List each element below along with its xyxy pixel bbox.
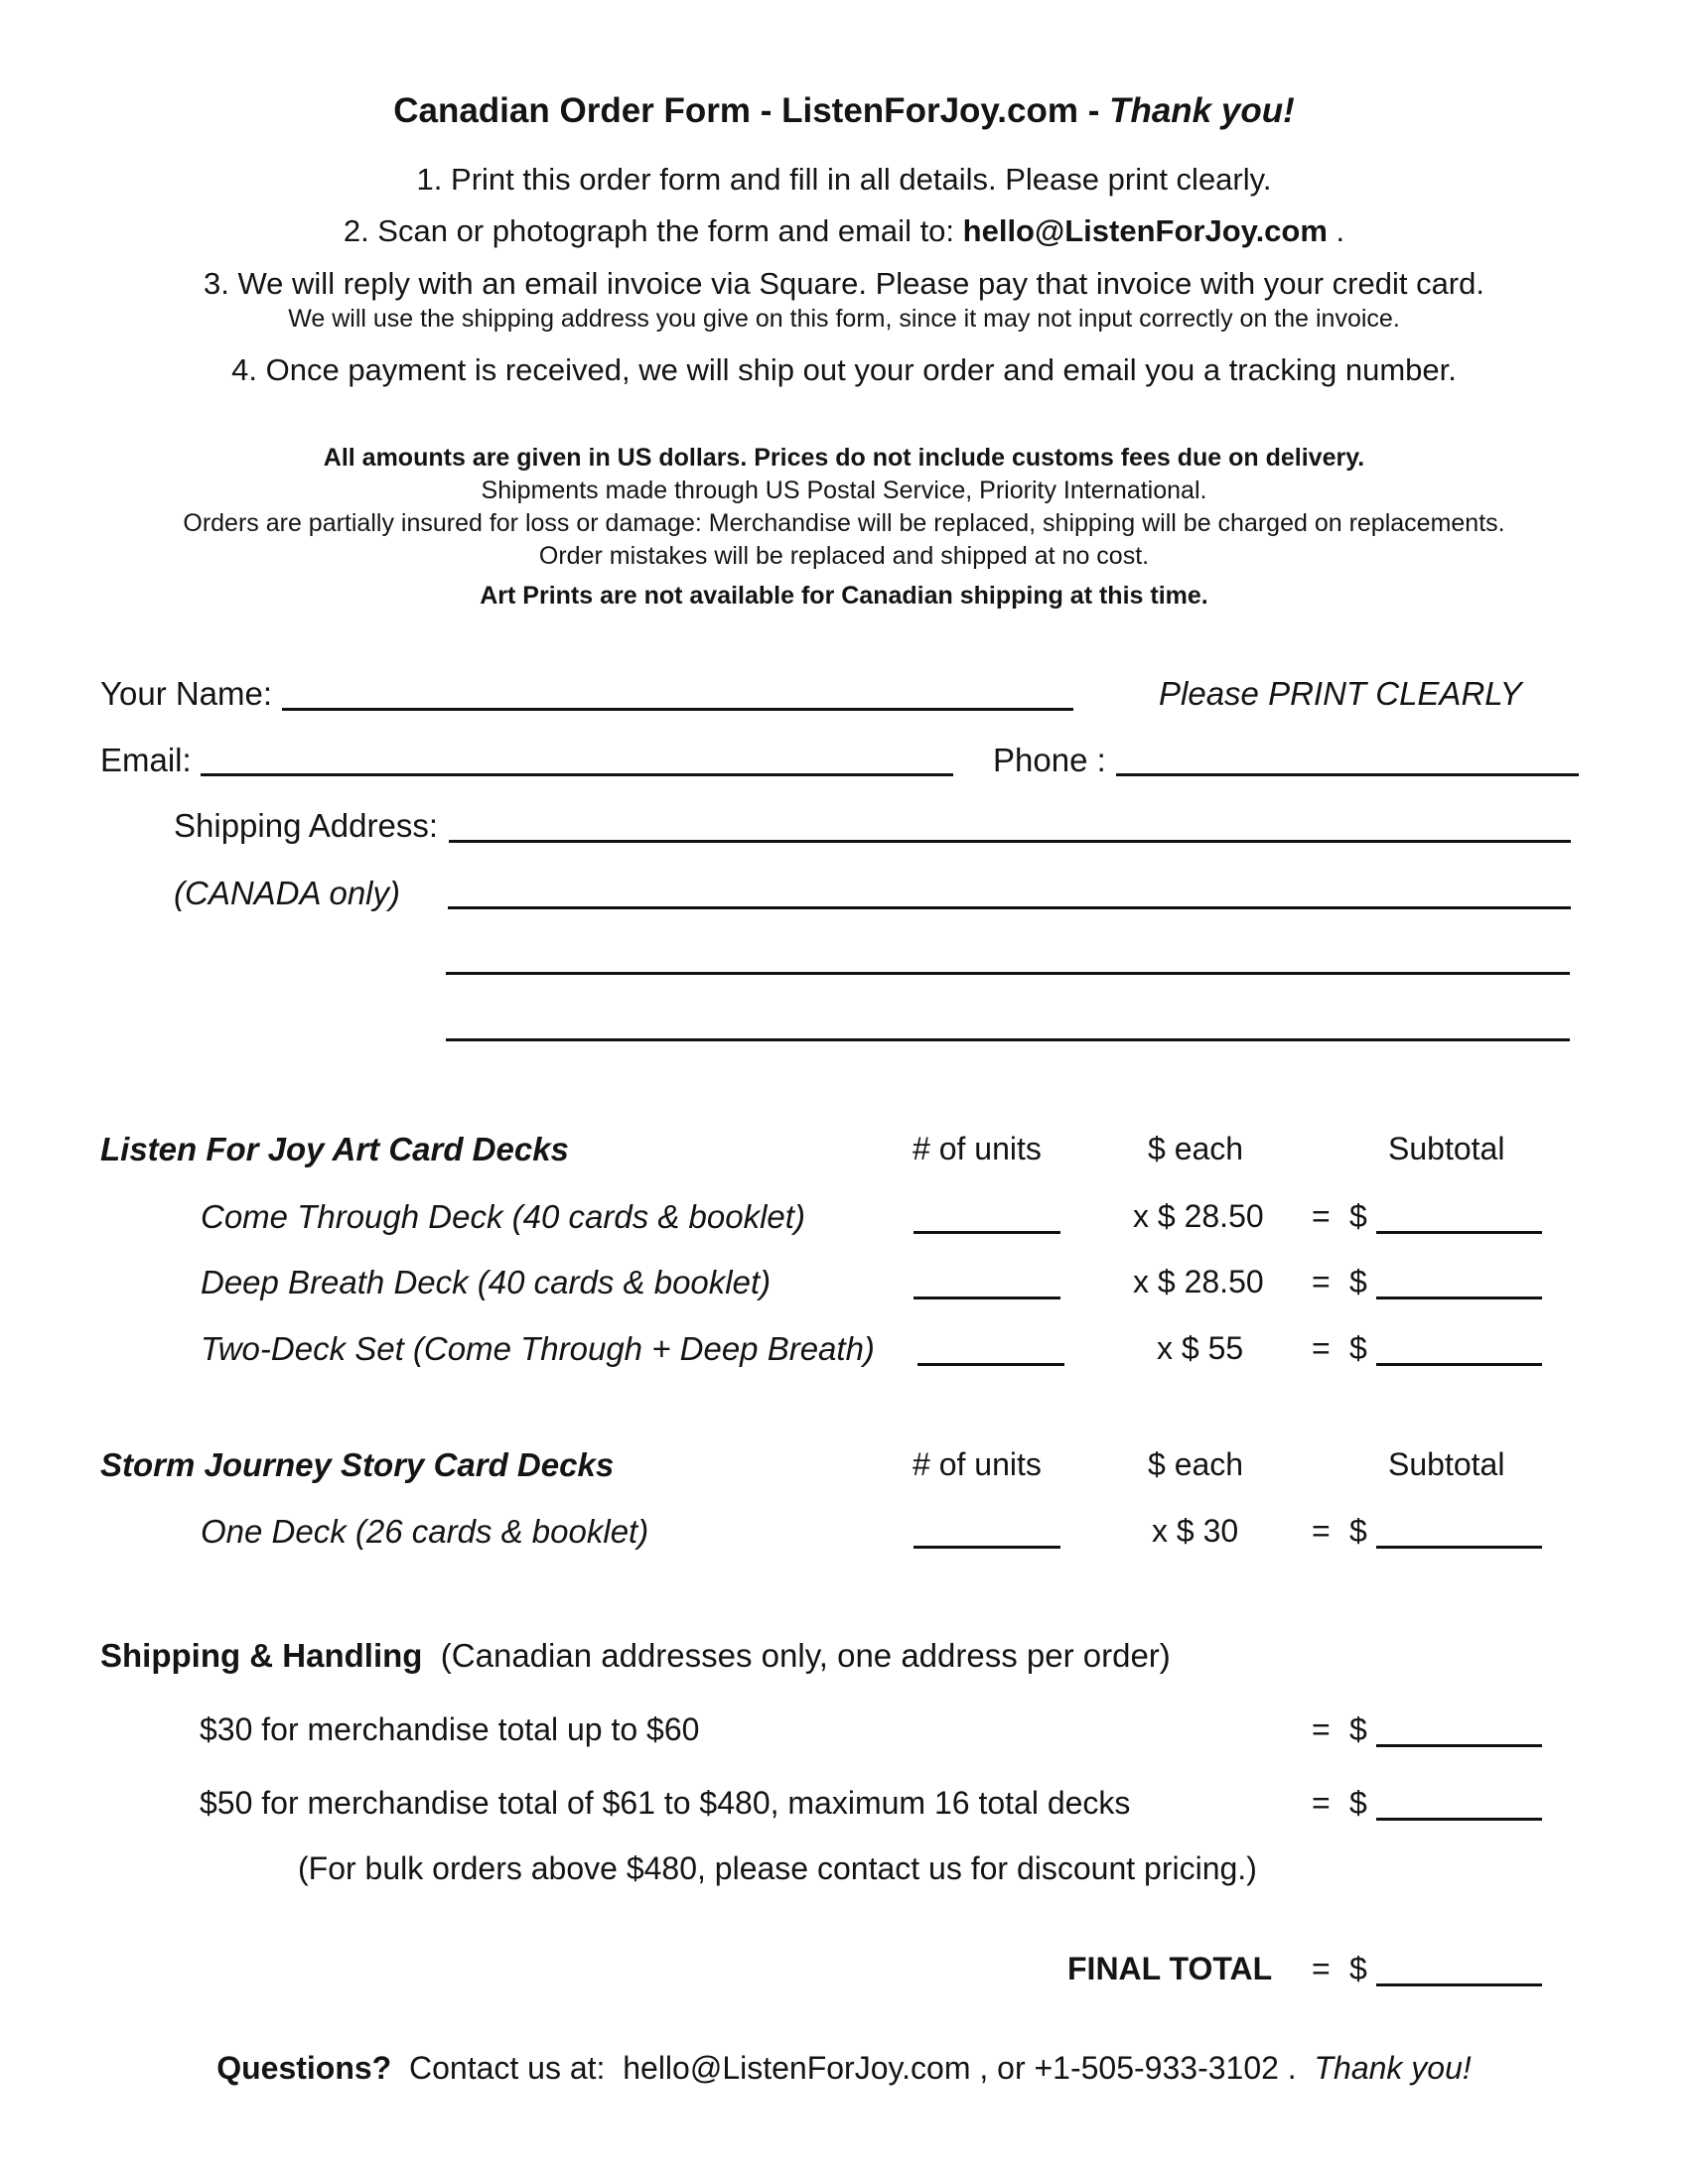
print-clearly-note: Please PRINT CLEARLY [1159, 675, 1522, 712]
dollar-sign: $ [1349, 1330, 1367, 1366]
title-thanks: Thank you! [1109, 91, 1295, 130]
equals-sign: = [1312, 1198, 1331, 1234]
shipping-subtitle: (Canadian addresses only, one address per order) [422, 1637, 1171, 1674]
column-header-units: # of units [913, 1131, 1042, 1166]
dollar-sign: $ [1349, 1198, 1367, 1234]
address-line-2[interactable] [448, 906, 1571, 909]
column-header-each: $ each [1148, 1131, 1244, 1166]
address-line-4[interactable] [446, 1038, 1570, 1041]
column-header-subtotal: Subtotal [1388, 1446, 1505, 1482]
name-label: Your Name: [100, 675, 273, 712]
item-price: x $ 55 [1157, 1330, 1244, 1366]
note-art-prints: Art Prints are not available for Canadian shipping at this time. [480, 582, 1208, 610]
email-field[interactable] [201, 773, 953, 776]
final-total-label: FINAL TOTAL [1067, 1951, 1273, 1986]
name-field[interactable] [282, 708, 1073, 711]
dollar-sign: $ [1349, 1513, 1367, 1549]
dollar-sign: $ [1349, 1951, 1367, 1986]
instruction-step-1: 1. Print this order form and fill in all details. Please print clearly. [416, 162, 1272, 197]
units-field[interactable] [914, 1546, 1060, 1549]
section-title-storm-journey: Storm Journey Story Card Decks [100, 1446, 615, 1483]
instruction-step-2 [0, 213, 1688, 249]
canada-only-note: (CANADA only) [174, 875, 400, 911]
equals-sign: = [1312, 1513, 1331, 1549]
note-shipping-method: Shipments made through US Postal Service, Priority International. [481, 477, 1207, 504]
step2-end: . [1327, 213, 1345, 248]
equals-sign: = [1312, 1711, 1331, 1747]
email-label: Email: [100, 742, 192, 778]
instruction-step-3: 3. We will reply with an email invoice via Square. Please pay that invoice with your credit card. [204, 266, 1484, 301]
footer-contact [0, 2050, 1688, 2087]
contact-email-link[interactable]: hello@ListenForJoy.com [962, 213, 1328, 248]
address-line-1[interactable] [449, 840, 1571, 843]
item-price: x $ 28.50 [1133, 1264, 1264, 1299]
shipping-tier-1-field[interactable] [1376, 1744, 1542, 1747]
subtotal-field[interactable] [1376, 1363, 1542, 1366]
page-title [0, 91, 1688, 131]
item-name: Two-Deck Set (Come Through + Deep Breath) [201, 1330, 875, 1367]
item-name: Deep Breath Deck (40 cards & booklet) [201, 1264, 772, 1300]
equals-sign: = [1312, 1951, 1331, 1986]
units-field[interactable] [917, 1363, 1064, 1366]
dollar-sign: $ [1349, 1264, 1367, 1299]
item-name: Come Through Deck (40 cards & booklet) [201, 1198, 805, 1235]
section-title-listen-for-joy: Listen For Joy Art Card Decks [100, 1131, 569, 1167]
equals-sign: = [1312, 1330, 1331, 1366]
dollar-sign: $ [1349, 1711, 1367, 1747]
address-line-3[interactable] [446, 972, 1570, 975]
step2-text: 2. Scan or photograph the form and email to: [343, 213, 963, 248]
phone-field[interactable] [1116, 773, 1579, 776]
shipping-handling-heading [100, 1637, 1171, 1675]
questions-label: Questions? [216, 2050, 392, 2086]
equals-sign: = [1312, 1264, 1331, 1299]
instruction-step-4: 4. Once payment is received, we will ship out your order and email you a tracking number. [231, 352, 1457, 387]
column-header-each: $ each [1148, 1446, 1244, 1482]
units-field[interactable] [914, 1297, 1060, 1299]
equals-sign: = [1312, 1785, 1331, 1821]
footer-thanks: Thank you! [1314, 2050, 1472, 2086]
instruction-step-3-sub: We will use the shipping address you give on this form, since it may not input correctly on the invoice. [288, 305, 1400, 333]
final-total-field[interactable] [1376, 1983, 1542, 1986]
item-price: x $ 28.50 [1133, 1198, 1264, 1234]
subtotal-field[interactable] [1376, 1231, 1542, 1234]
title-main: Canadian Order Form - ListenForJoy.com - [393, 91, 1110, 130]
shipping-tier-label: $50 for merchandise total of $61 to $480, maximum 16 total decks [200, 1785, 1131, 1821]
shipping-address-label: Shipping Address: [174, 807, 439, 844]
phone-label: Phone : [993, 742, 1106, 778]
contact-text: Contact us at: hello@ListenForJoy.com , or +1-505-933-3102 . [391, 2050, 1315, 2086]
shipping-tier-label: $30 for merchandise total up to $60 [200, 1711, 700, 1747]
note-currency: All amounts are given in US dollars. Prices do not include customs fees due on delivery. [323, 444, 1365, 472]
subtotal-field[interactable] [1376, 1297, 1542, 1299]
units-field[interactable] [914, 1231, 1060, 1234]
bulk-order-note: (For bulk orders above $480, please contact us for discount pricing.) [298, 1850, 1257, 1886]
item-price: x $ 30 [1152, 1513, 1239, 1549]
note-insurance: Orders are partially insured for loss or damage: Merchandise will be replaced, shipping will be charged on replacements. [183, 509, 1505, 537]
shipping-title: Shipping & Handling [100, 1637, 423, 1674]
column-header-units: # of units [913, 1446, 1042, 1482]
dollar-sign: $ [1349, 1785, 1367, 1821]
column-header-subtotal: Subtotal [1388, 1131, 1505, 1166]
item-name: One Deck (26 cards & booklet) [201, 1513, 649, 1550]
shipping-tier-2-field[interactable] [1376, 1818, 1542, 1821]
note-mistakes: Order mistakes will be replaced and shipped at no cost. [538, 542, 1150, 570]
subtotal-field[interactable] [1376, 1546, 1542, 1549]
